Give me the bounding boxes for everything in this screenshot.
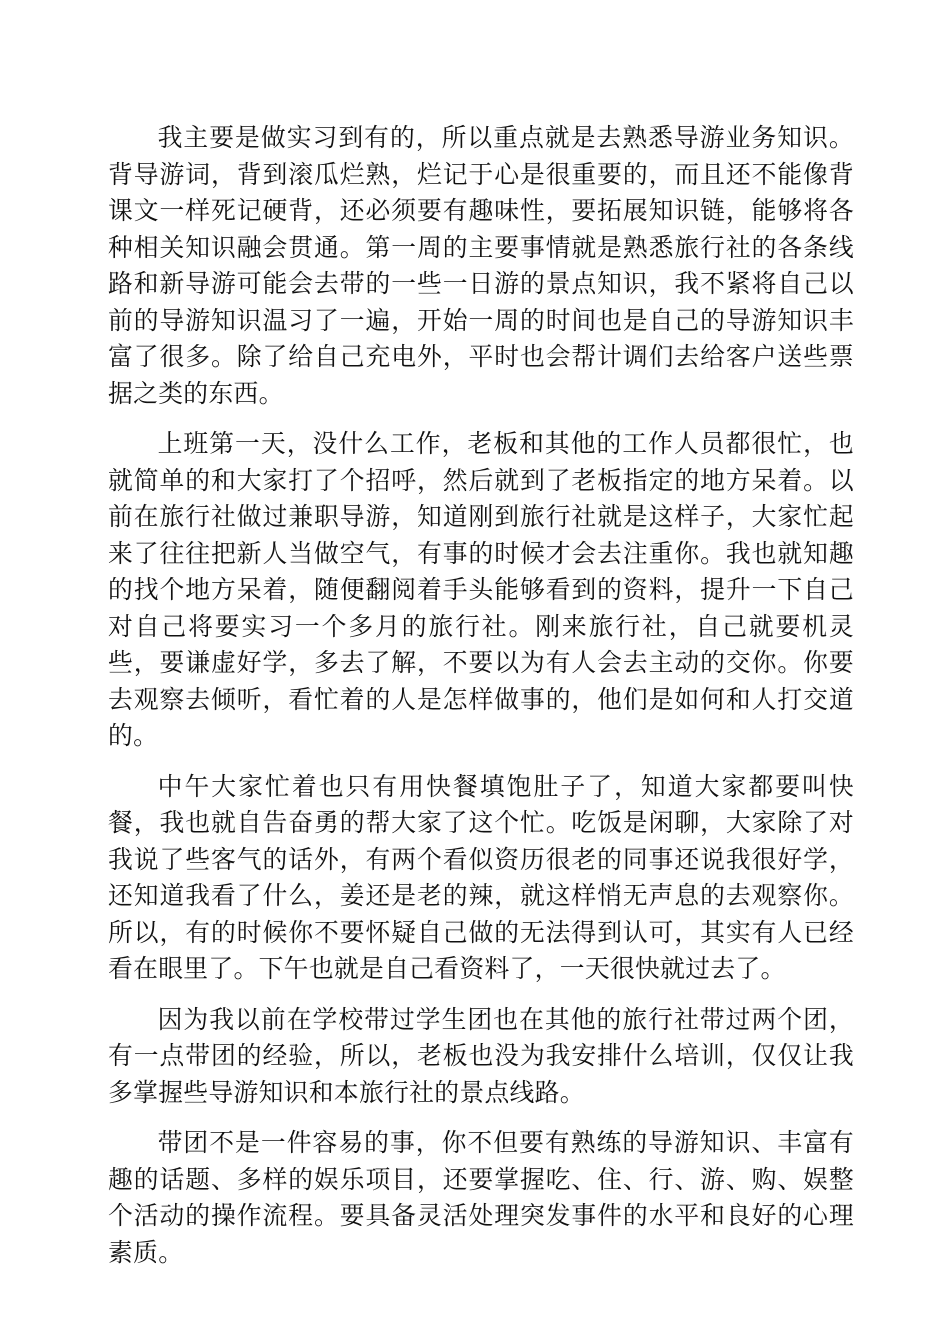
paragraph-2: 上班第一天，没什么工作，老板和其他的工作人员都很忙，也就简单的和大家打了个招呼，然后就到了老板指定的地方呆着。以前在旅行社做过兼职导游，知道刚到旅行社就是这样子，大家忙起来了往往把新人当做空气，有事的时候才会去注重你。我也就知趣的找个地方呆着，随便翻阅着手头能够看到的资料，提升一下自己对自己将要实习一个多月的旅行社。刚来旅行社，自己就要机灵些，要谦虚好学，多去了解，不要以为有人会去主动的交你。你要去观察去倾听，看忙着的人是怎样做事的，他们是如何和人打交道的。 [108,429,854,750]
document-body [108,120,854,1285]
paragraph-5: 带团不是一件容易的事，你不但要有熟练的导游知识、丰富有趣的话题、多样的娱乐项目，还要掌握吃、住、行、游、购、娱整个活动的操作流程。要具备灵活处理突发事件的水平和良好的心理素质。 [108,1128,854,1267]
paragraph-4: 因为我以前在学校带过学生团也在其他的旅行社带过两个团，有一点带团的经验，所以，老板也没为我安排什么培训，仅仅让我多掌握些导游知识和本旅行社的景点线路。 [108,1004,854,1107]
paragraph-1: 我主要是做实习到有的，所以重点就是去熟悉导游业务知识。背导游词，背到滚瓜烂熟，烂记于心是很重要的，而且还不能像背课文一样死记硬背，还必须要有趣味性，要拓展知识链，能够将各种相关知识融会贯通。第一周的主要事情就是熟悉旅行社的各条线路和新导游可能会去带的一些一日游的景点知识，我不紧将自己以前的导游知识温习了一遍，开始一周的时间也是自己的导游知识丰富了很多。除了给自己充电外，平时也会帮计调们去给客户送些票据之类的东西。 [108,123,854,408]
paragraph-3: 中午大家忙着也只有用快餐填饱肚子了，知道大家都要叫快餐，我也就自告奋勇的帮大家了这个忙。吃饭是闲聊，大家除了对我说了些客气的话外，有两个看似资历很老的同事还说我很好学，还知道我看了什么，姜还是老的辣，就这样悄无声息的去观察你。所以，有的时候你不要怀疑自己做的无法得到认可，其实有人已经看在眼里了。下午也就是自己看资料了，一天很快就过去了。 [108,771,854,983]
